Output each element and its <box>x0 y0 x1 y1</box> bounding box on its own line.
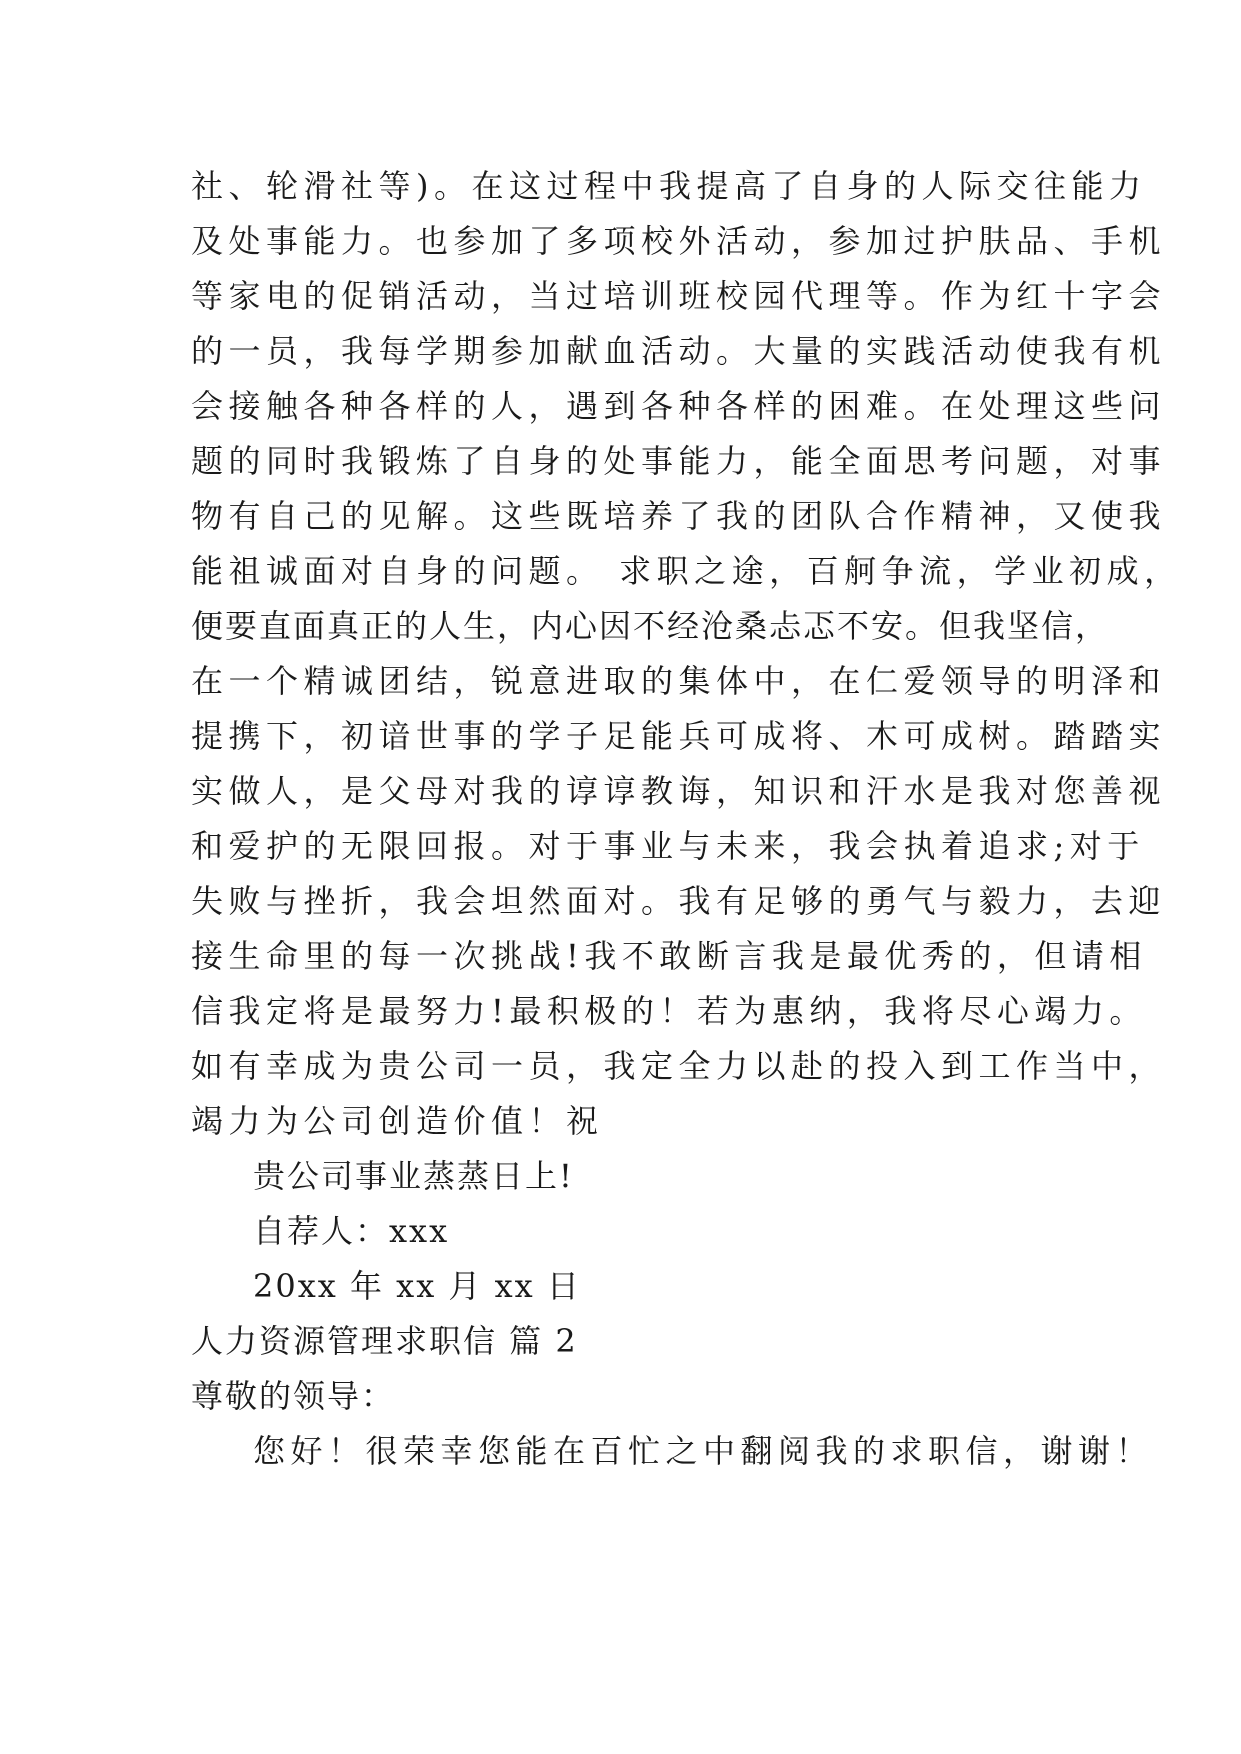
paragraph-line: 题的同时我锻炼了自身的处事能力，能全面思考问题，对事 <box>191 442 1167 480</box>
paragraph-line: 如有幸成为贵公司一员，我定全力以赴的投入到工作当中， <box>191 1047 1167 1085</box>
greeting-line: 您好！很荣幸您能在百忙之中翻阅我的求职信，谢谢！ <box>253 1432 1154 1470</box>
letter-body <box>191 159 1182 1479</box>
section-title: 人力资源管理求职信 篇 2 <box>191 1322 578 1360</box>
paragraph-line: 失败与挫折，我会坦然面对。我有足够的勇气与毅力，去迎 <box>191 882 1167 920</box>
paragraph-line: 接生命里的每一次挑战!我不敢断言我是最优秀的，但请相 <box>191 937 1147 975</box>
paragraph-line: 的一员，我每学期参加献血活动。大量的实践活动使我有机 <box>191 332 1167 370</box>
paragraph-line: 和爱护的无限回报。对于事业与未来，我会执着追求;对于 <box>191 827 1145 865</box>
paragraph-line: 及处事能力。也参加了多项校外活动，参加过护肤品、手机 <box>191 222 1167 260</box>
paragraph-line: 在一个精诚团结，锐意进取的集体中，在仁爱领导的明泽和 <box>191 662 1167 700</box>
paragraph-line: 会接触各种各样的人，遇到各种各样的困难。在处理这些问 <box>191 387 1167 425</box>
paragraph-line: 便要直面真正的人生，内心因不经沧桑忐忑不安。但我坚信， <box>191 607 1110 645</box>
paragraph-line: 等家电的促销活动，当过培训班校园代理等。作为红十字会 <box>191 277 1167 315</box>
salutation: 尊敬的领导： <box>191 1377 396 1415</box>
closing-wish: 贵公司事业蒸蒸日上! <box>253 1157 574 1195</box>
date-line: 20xx 年 xx 月 xx 日 <box>253 1267 581 1305</box>
paragraph-line: 社、轮滑社等)。在这过程中我提高了自身的人际交往能力 <box>191 167 1147 205</box>
paragraph-line: 实做人，是父母对我的谆谆教诲，知识和汗水是我对您善视 <box>191 772 1167 810</box>
signer-line: 自荐人：xxx <box>253 1212 450 1250</box>
paragraph-line: 能祖诚面对自身的问题。 求职之途，百舸争流，学业初成， <box>191 552 1182 590</box>
paragraph-line: 信我定将是最努力!最积极的！若为惠纳，我将尽心竭力。 <box>191 992 1147 1030</box>
paragraph-line: 竭力为公司创造价值！祝 <box>191 1102 604 1140</box>
paragraph-line: 提携下，初谙世事的学子足能兵可成将、木可成树。踏踏实 <box>191 717 1167 755</box>
paragraph-line: 物有自己的见解。这些既培养了我的团队合作精神，又使我 <box>191 497 1167 535</box>
